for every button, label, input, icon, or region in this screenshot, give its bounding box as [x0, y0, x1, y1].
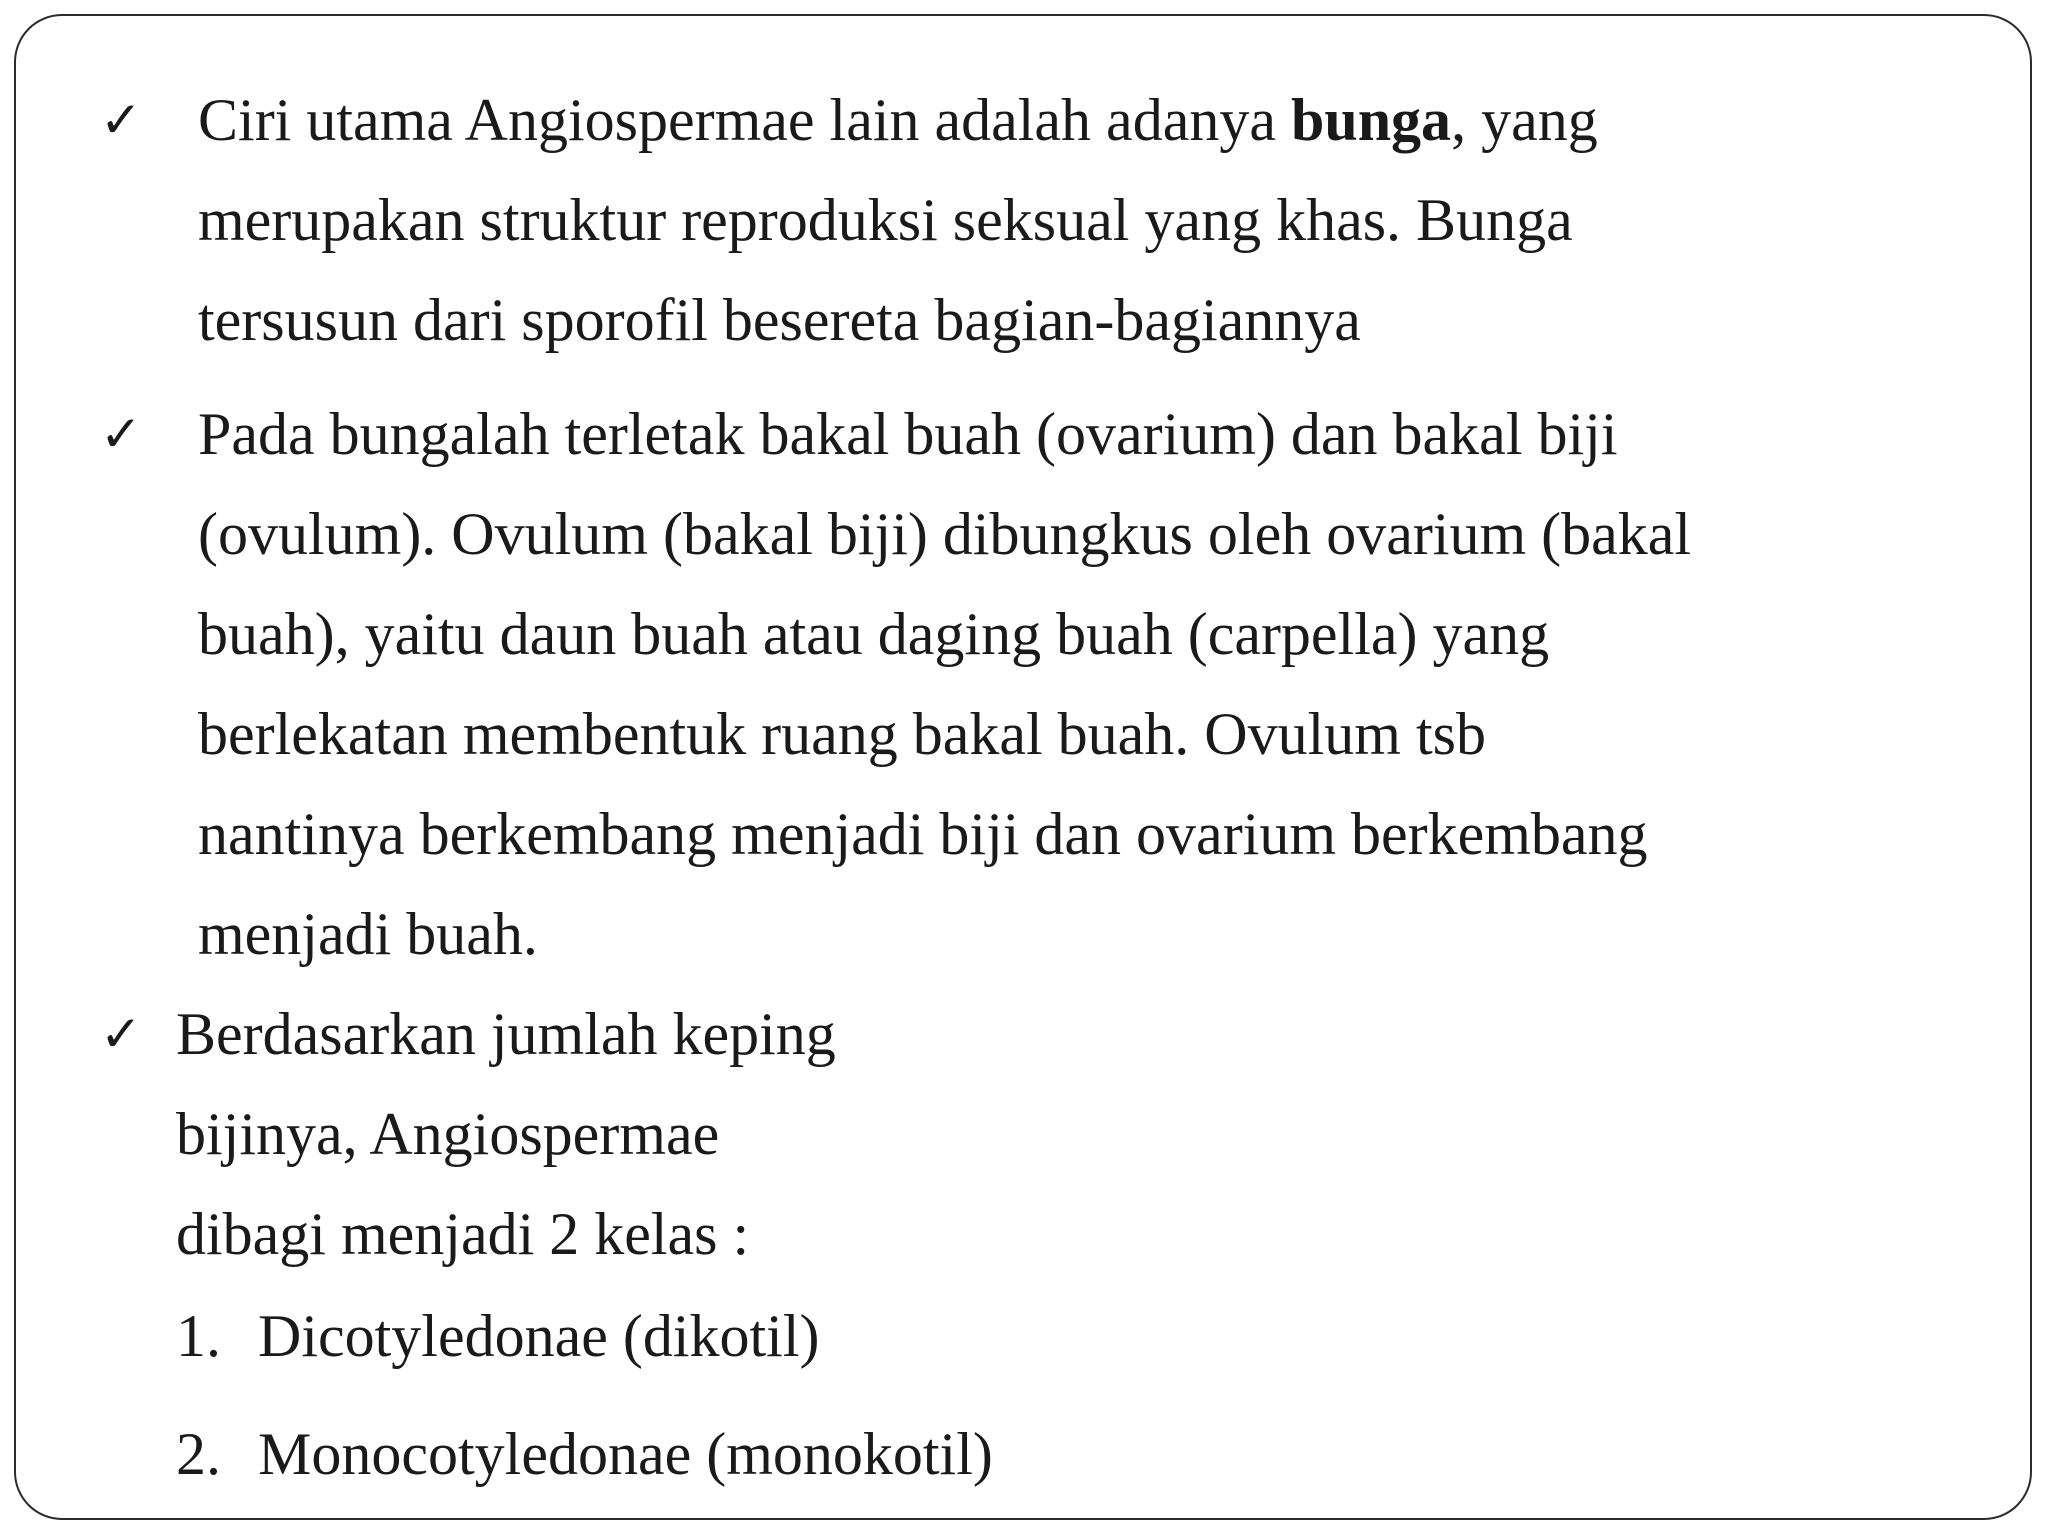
bullet-line: berlekatan membentuk ruang bakal buah. Ovulum tsb: [198, 701, 1486, 767]
bullet-ovarium-ovulum: [100, 384, 1691, 984]
bullet-line: tersusun dari sporofil besereta bagian-bagiannya: [198, 287, 1361, 353]
check-icon: ✓: [100, 91, 142, 149]
bullet-classification: [100, 984, 836, 1284]
bullet-line: bijinya, Angiospermae: [176, 1101, 720, 1167]
bullet-line: nantinya berkembang menjadi biji dan ovarium berkembang: [198, 801, 1648, 867]
class-item-dicot: [176, 1286, 820, 1386]
bullet-text: [176, 984, 836, 1284]
check-icon: ✓: [100, 405, 142, 463]
list-label: Dicotyledonae (dikotil): [258, 1303, 820, 1369]
bold-term: bunga: [1290, 87, 1452, 153]
bullet-line: dibagi menjadi 2 kelas :: [176, 1201, 750, 1267]
list-number: 2.: [176, 1421, 221, 1487]
bullet-text: [198, 70, 1598, 370]
bullet-line: Pada bungalah terletak bakal buah (ovarium) dan bakal biji: [198, 401, 1618, 467]
list-number: 1.: [176, 1303, 221, 1369]
class-item-monocot: [176, 1404, 993, 1504]
bullet-text: [198, 384, 1691, 984]
list-item: [176, 1404, 993, 1504]
bullet-line: merupakan struktur reproduksi seksual yang khas. Bunga: [198, 187, 1573, 253]
bullet-line: Berdasarkan jumlah keping: [176, 1001, 836, 1067]
list-item: [176, 1286, 820, 1386]
check-icon: ✓: [100, 1005, 142, 1063]
bullet-line: menjadi buah.: [198, 901, 538, 967]
bullet-line: (ovulum). Ovulum (bakal biji) dibungkus oleh ovarium (bakal: [198, 501, 1692, 567]
bullet-line: Ciri utama Angiospermae lain adalah adanya bunga, yang: [198, 87, 1598, 153]
list-label: Monocotyledonae (monokotil): [258, 1421, 993, 1487]
bullet-angiosperm-flower: [100, 70, 1598, 370]
bullet-line: buah), yaitu daun buah atau daging buah (carpella) yang: [198, 601, 1550, 667]
